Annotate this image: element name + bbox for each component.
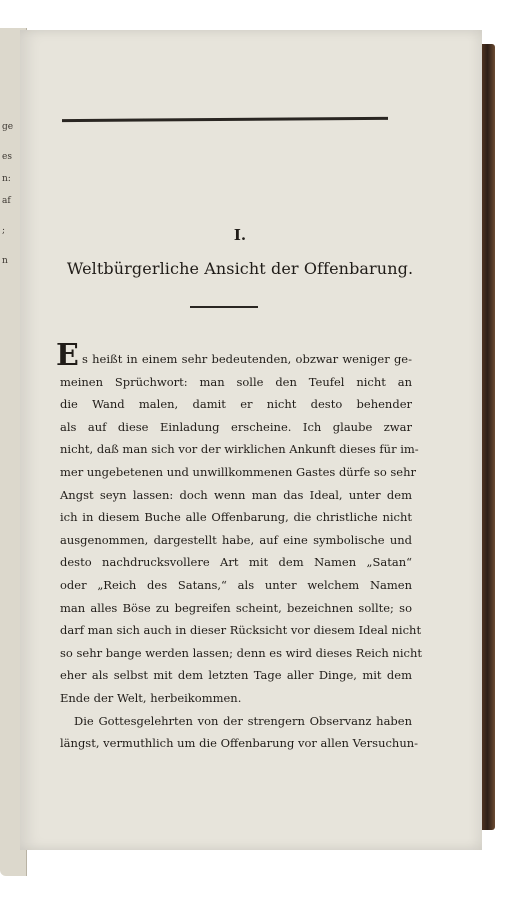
drop-cap: E	[56, 338, 79, 373]
text-line: als auf diese Einladung erscheine. Ich glaube zwar	[60, 419, 412, 434]
body-text	[60, 348, 422, 755]
text-line: nicht, daß man sich vor der wirklichen Ankunft dieses für im-	[60, 442, 419, 457]
top-rule	[62, 117, 388, 122]
text-line: Die Gottesgelehrten von der strengern Observanz haben	[74, 713, 412, 728]
text-line: Angst seyn lassen: doch wenn man das Ideal, unter dem	[60, 487, 412, 502]
text-line: darf man sich auch in dieser Rücksicht vor diesem Ideal nicht	[60, 623, 422, 638]
text-line: oder „Reich des Satans,“ als unter welchem Namen	[60, 577, 412, 592]
title-rule	[190, 306, 258, 308]
text-line: die Wand malen, damit er nicht desto behender	[60, 397, 412, 412]
left-page-fragment: n	[2, 256, 8, 266]
text-line: Ende der Welt, herbeikommen.	[60, 690, 242, 705]
text-line: eher als selbst mit dem letzten Tage aller Dinge, mit dem	[60, 668, 412, 683]
text-line: ich in diesem Buche alle Offenbarung, die christliche nicht	[60, 510, 412, 525]
text-line: man alles Böse zu begreifen scheint, bezeichnen sollte; so	[60, 600, 412, 615]
text-line: ausgenommen, dargestellt habe, auf eine symbolische und	[60, 532, 412, 547]
left-page-fragment: ;	[2, 226, 6, 236]
right-page	[20, 30, 482, 850]
left-page-fragment: es	[2, 152, 12, 162]
text-line: meinen Sprüchwort: man solle den Teufel nicht an	[60, 374, 412, 389]
left-page-fragment: n:	[2, 174, 11, 184]
text-line: längst, vermuthlich um die Offenbarung vor allen Versuchun-	[60, 736, 419, 751]
text-line: desto nachdrucksvollere Art mit dem Namen „Satan“	[60, 555, 412, 570]
left-page-fragment: af	[2, 196, 11, 206]
text-line: so sehr bange werden lassen; denn es wird dieses Reich nicht	[60, 645, 422, 660]
book-spine	[480, 44, 495, 830]
text-line: mer ungebetenen und unwillkommenen Gastes dürfe so sehr	[60, 464, 417, 479]
chapter-number: I.	[233, 226, 247, 244]
left-page-fragment: ge	[2, 122, 14, 132]
chapter-title: Weltbürgerliche Ansicht der Offenbarung.	[66, 259, 414, 278]
text-line: s heißt in einem sehr bedeutenden, obzwar weniger ge-	[82, 352, 412, 366]
